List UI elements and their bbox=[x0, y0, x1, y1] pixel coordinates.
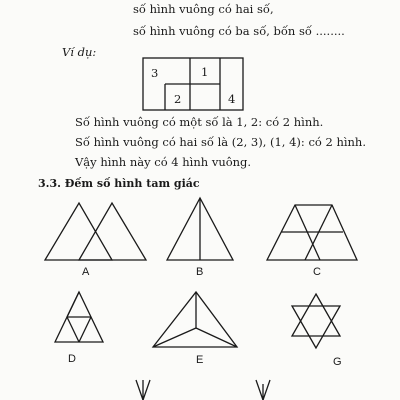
explanation-line-3: Vậy hình này có 4 hình vuông. bbox=[75, 155, 252, 169]
square-number-2: 2 bbox=[174, 92, 182, 106]
figure-b bbox=[167, 198, 233, 260]
figure-g bbox=[292, 294, 340, 348]
square-number-4: 4 bbox=[228, 92, 236, 106]
figure-c bbox=[267, 205, 357, 260]
explanation-line-2: Số hình vuông có hai số là (2, 3), (1, 4): có 2 hình. bbox=[75, 135, 366, 149]
figure-d bbox=[55, 292, 103, 342]
square-number-1: 1 bbox=[201, 65, 209, 79]
figure-label-c: C bbox=[313, 266, 321, 278]
figure-label-d: D bbox=[68, 353, 76, 365]
figure-label-a: A bbox=[82, 266, 90, 278]
figure-label-b: B bbox=[196, 266, 204, 278]
example-label: Ví dụ: bbox=[62, 45, 97, 59]
figure-label-g: G bbox=[333, 356, 342, 368]
figure-e bbox=[153, 292, 237, 347]
top-line-1: số hình vuông có hai số, bbox=[133, 2, 274, 16]
section-heading: 3.3. Đếm số hình tam giác bbox=[38, 177, 200, 190]
figure-label-e: E bbox=[196, 354, 204, 366]
figure-a bbox=[45, 203, 146, 260]
square-number-3: 3 bbox=[151, 66, 159, 80]
top-line-2: số hình vuông có ba số, bốn số ........ bbox=[133, 24, 345, 38]
partial-figure-right bbox=[256, 380, 270, 400]
partial-figure-left bbox=[136, 380, 150, 400]
explanation-line-1: Số hình vuông có một số là 1, 2: có 2 hình. bbox=[75, 115, 324, 129]
